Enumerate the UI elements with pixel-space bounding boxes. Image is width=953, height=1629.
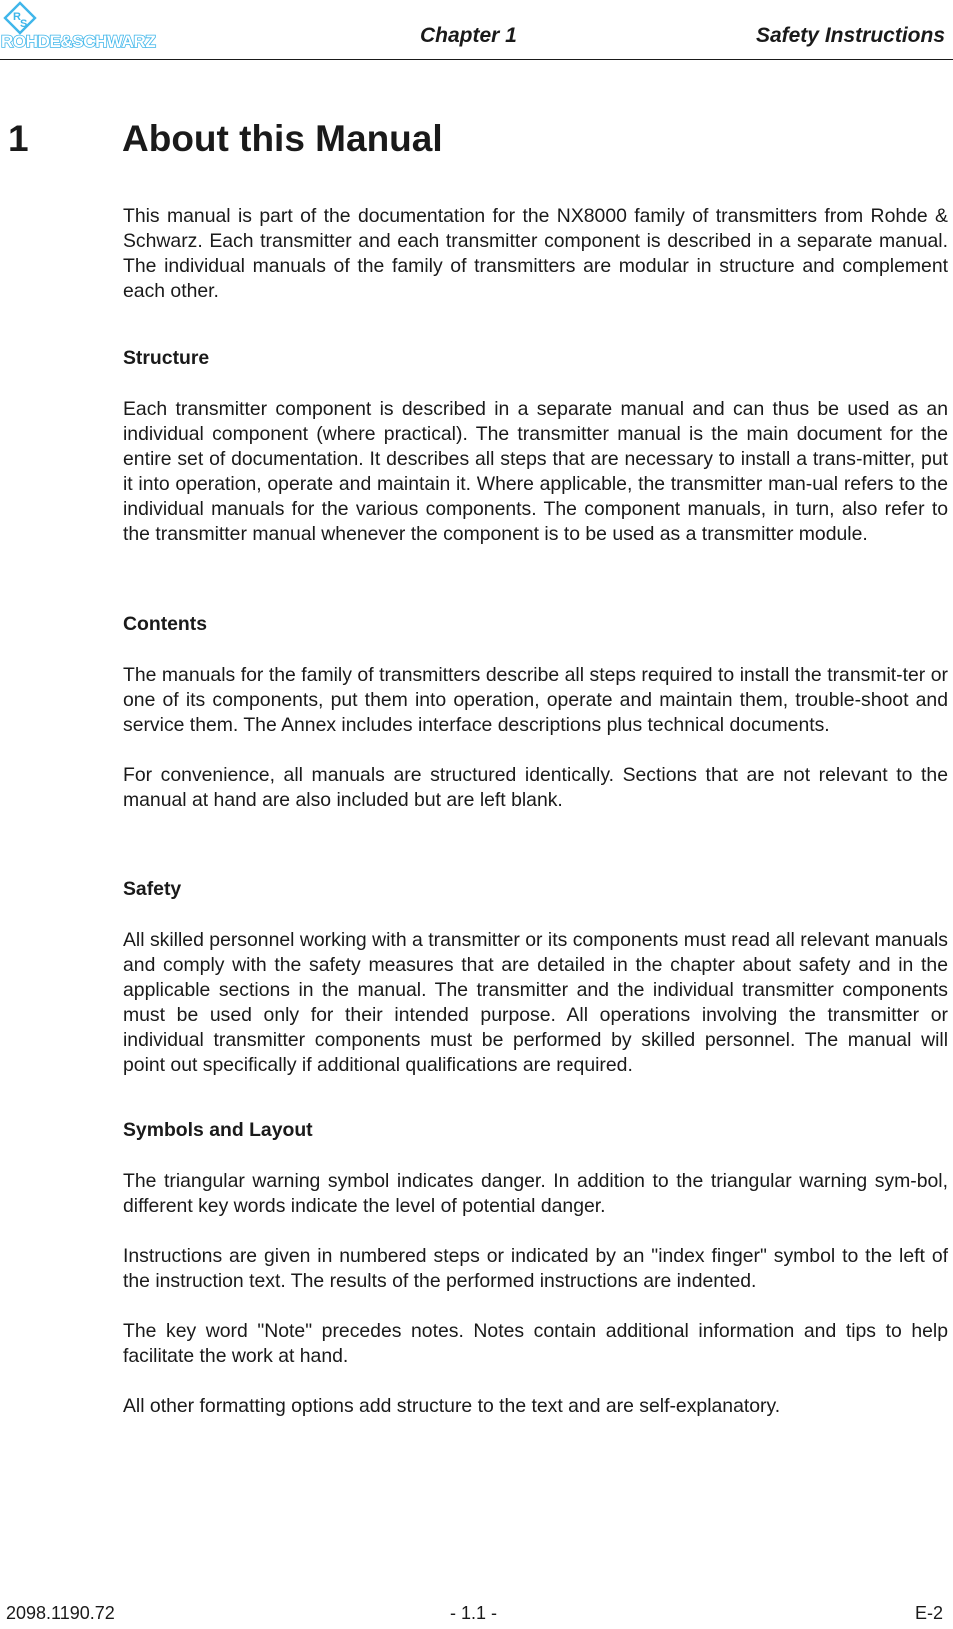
section-paragraph: All other formatting options add structure to the text and are self-explanatory. — [123, 1395, 781, 1417]
chapter-number: 1 — [8, 118, 29, 159]
section-title: Structure — [123, 347, 210, 369]
section-paragraph: For convenience, all manuals are structured identically. Sections that are not relevant to the manual at hand are also included but are left blank. — [123, 764, 948, 811]
section-paragraph: The key word "Note" precedes notes. Notes contain additional information and tips to help facilitate the work at hand. — [123, 1320, 948, 1367]
header-title: Safety Instructions — [755, 24, 945, 47]
section-paragraph: The triangular warning symbol indicates danger. In addition to the triangular warning sym-bol, different key words indicate the level of potential danger. — [123, 1170, 948, 1217]
section-title: Safety — [123, 878, 182, 900]
footer-document-number: 2098.1190.72 — [6, 1603, 115, 1623]
section-paragraph: Instructions are given in numbered steps or indicated by an "index finger" symbol to the left of the instruction text. The results of the performed instructions are indented. — [123, 1245, 948, 1292]
header-divider — [0, 59, 953, 60]
intro-paragraph: This manual is part of the documentation for the NX8000 family of transmitters from Rohde & Schwarz. Each transmitter and each transmitter component is described in a separate manual. The individual manuals of the family of transmitters are modular in structure and complement each other. — [123, 205, 948, 302]
section-paragraph: Each transmitter component is described in a separate manual and can thus be used as an individual component (where practical). The transmitter manual is the main document for the entire set of documentation. It describes all steps that are necessary to install a trans-mitter, put it into operation, operate and maintain it. Where applicable, the transmitter man-ual refers to the individual manuals for the various components. The component manuals, in turn, also refer to the transmitter manual whenever the component is to be used as a transmitter module. — [123, 398, 948, 545]
section-paragraph: The manuals for the family of transmitters describe all steps required to install the transmit-ter or one of its components, put them into operation, operate and maintain them, trouble-shoot and service them. The Annex includes interface descriptions plus technical documents. — [123, 664, 948, 736]
logo-graphic — [0, 0, 230, 56]
section-paragraph: All skilled personnel working with a transmitter or its components must read all relevant manuals and comply with the safety measures that are detailed in the chapter about safety and in the applicable sections in the manual. The transmitter and the individual transmitter components must be used only for their intended purpose. All operations involving the transmitter or individual transmitter components must be performed by skilled personnel. The manual will point out specifically if additional qualifications are required. — [123, 929, 948, 1076]
footer-edition: E-2 — [914, 1603, 943, 1623]
header-chapter: Chapter 1 — [420, 24, 517, 47]
chapter-heading: About this Manual — [122, 118, 443, 159]
svg-text:R: R — [13, 11, 21, 23]
section-title: Symbols and Layout — [123, 1119, 313, 1141]
svg-text:S: S — [20, 18, 28, 30]
logo-wordmark: ROHDE&SCHWARZ — [1, 32, 156, 51]
footer-page-number: - 1.1 - — [450, 1603, 498, 1623]
section-structure — [123, 346, 948, 547]
section-safety — [123, 877, 948, 1078]
section-title: Contents — [123, 613, 208, 635]
rohde-schwarz-logo — [0, 0, 230, 56]
section-symbols-layout — [123, 1118, 948, 1419]
intro-block — [123, 204, 948, 304]
section-contents — [123, 612, 948, 813]
